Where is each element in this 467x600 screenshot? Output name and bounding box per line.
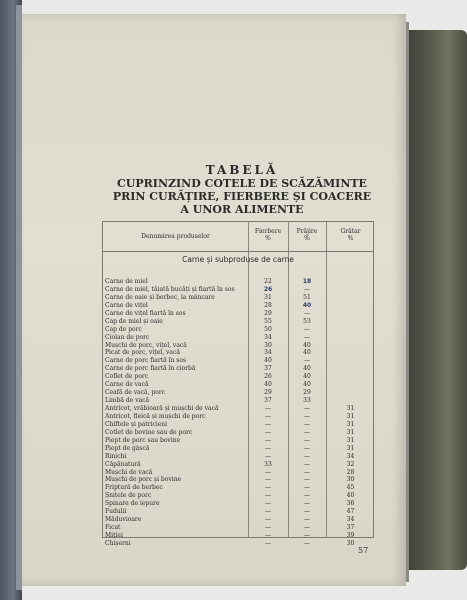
row-fierbere: — <box>265 516 271 524</box>
row-fierbere: — <box>265 524 271 532</box>
row-gratar: 30 <box>346 539 355 547</box>
table-row <box>103 349 373 357</box>
row-prajire: — <box>304 420 310 428</box>
title-line-4: A UNOR ALIMENTE <box>180 203 304 216</box>
header-gratar-unit: % <box>347 235 354 242</box>
row-gratar: 30 <box>346 476 355 484</box>
row-name: Coflet de porc <box>105 373 149 381</box>
table-rows <box>103 278 373 548</box>
row-name: Rinichi <box>105 452 127 460</box>
row-gratar: 31 <box>346 420 355 428</box>
table-row <box>103 278 373 286</box>
table-title <box>92 164 392 216</box>
book-page <box>22 14 406 586</box>
row-gratar: 31 <box>346 405 355 412</box>
row-fierbere: 37 <box>264 397 272 405</box>
row-prajire: — <box>304 309 310 317</box>
row-fierbere: — <box>265 532 271 539</box>
table-row <box>103 381 373 389</box>
title-line-2: CUPRINZIND COTELE DE SCĂZĂMINTE <box>117 177 367 190</box>
table-row <box>103 342 373 350</box>
row-name: Ciolan de porc <box>105 333 150 341</box>
row-name: Carne de porc fiartă în sos <box>105 357 187 365</box>
row-fierbere: — <box>265 500 271 508</box>
table-row <box>103 484 373 492</box>
row-prajire: — <box>304 357 310 365</box>
header-name: Denumirea produselor <box>141 233 210 240</box>
row-name: Măduvioare <box>105 516 142 524</box>
header-prajire <box>288 228 326 242</box>
row-name: Ceafă de vacă, porc <box>105 389 166 397</box>
header-fierbere-label: Fierbere <box>254 228 282 235</box>
table-row <box>103 540 373 548</box>
row-name: Spinare de iepure <box>105 500 160 508</box>
table-row <box>103 500 373 508</box>
row-prajire: 40 <box>303 341 311 349</box>
row-name: Carne de vițel fiartă în sos <box>105 309 186 317</box>
row-gratar: 36 <box>346 500 355 508</box>
row-fierbere: — <box>265 468 271 476</box>
row-fierbere: 50 <box>264 325 272 333</box>
table-row <box>103 461 373 469</box>
row-gratar: 34 <box>346 452 355 460</box>
row-fierbere: 34 <box>264 349 272 357</box>
table-row <box>103 365 373 373</box>
row-gratar: 31 <box>346 428 355 436</box>
table-row <box>103 524 373 532</box>
data-table <box>102 221 374 547</box>
row-prajire: 51 <box>303 293 311 301</box>
row-name: Șnițele de porc <box>105 492 152 500</box>
row-fierbere: — <box>265 508 271 516</box>
header-fierbere-unit: % <box>265 235 271 242</box>
row-fierbere: 26 <box>264 373 272 381</box>
row-prajire: — <box>304 532 310 539</box>
row-fierbere: 29 <box>264 389 272 397</box>
row-name: Cap de miel și oaie <box>105 317 163 325</box>
row-prajire: — <box>304 524 310 532</box>
header-gratar-label: Grătar <box>340 228 361 235</box>
table-row <box>103 310 373 318</box>
row-name: Cotlet de bovine sau de porc <box>105 428 193 436</box>
row-prajire: 40 <box>303 381 311 389</box>
row-fierbere: — <box>265 452 271 460</box>
table-row <box>103 294 373 302</box>
row-fierbere: 31 <box>264 293 272 301</box>
row-prajire: — <box>304 468 310 476</box>
row-name: Cap de porc <box>105 325 142 333</box>
row-gratar: 31 <box>346 412 355 420</box>
row-fierbere: 37 <box>264 365 272 373</box>
row-prajire: — <box>304 484 310 492</box>
row-name: Carne de oaie și berbec, la mâncare <box>105 293 215 301</box>
row-fierbere: 30 <box>264 341 272 349</box>
row-name: Miției <box>105 532 123 539</box>
row-fierbere: — <box>265 428 271 436</box>
table-row <box>103 357 373 365</box>
row-fierbere: — <box>265 539 271 547</box>
row-prajire: 53 <box>303 317 311 325</box>
row-fierbere: — <box>265 412 271 420</box>
header-prajire-label: Prăjire <box>296 228 318 235</box>
row-name: Căpănatură <box>105 460 141 468</box>
row-name: Carne de miel, tăiată bucăți și fiartă în sos <box>105 285 235 293</box>
table-row <box>103 413 373 421</box>
table-row <box>103 373 373 381</box>
row-fierbere: — <box>265 476 271 484</box>
row-fierbere: — <box>265 444 271 452</box>
row-fierbere: — <box>265 484 271 492</box>
row-prajire: — <box>304 492 310 500</box>
title-line-3: PRIN CURĂȚIRE, FIERBERE ȘI COACERE <box>112 190 372 203</box>
row-prajire: 40 <box>303 349 311 357</box>
row-name: Chișerni <box>105 539 131 547</box>
row-prajire: 18 <box>302 278 312 285</box>
row-gratar: 28 <box>346 468 355 476</box>
header-prajire-unit: % <box>304 235 310 242</box>
header-fierbere <box>248 228 288 242</box>
row-name: Carne de vițel <box>105 301 148 309</box>
row-prajire: — <box>304 516 310 524</box>
row-name: Picat de porc, vițel, vacă <box>105 349 180 357</box>
row-name: Ficat <box>105 524 121 532</box>
table-row <box>103 476 373 484</box>
row-fierbere: 40 <box>264 381 272 389</box>
row-fierbere: 55 <box>264 317 272 325</box>
table-row <box>103 516 373 524</box>
row-prajire: — <box>304 539 310 547</box>
row-gratar: 34 <box>346 516 355 524</box>
row-name: Mușchi de porc și bovine <box>105 476 182 484</box>
book-page-stack <box>405 30 467 570</box>
table-row <box>103 405 373 413</box>
row-fierbere: 26 <box>263 285 273 293</box>
row-gratar: 40 <box>346 492 355 500</box>
row-name: Limbă de vacă <box>105 397 150 405</box>
row-name: Piept de porc sau bovine <box>105 436 181 444</box>
row-prajire: 40 <box>303 365 311 373</box>
table-row <box>103 389 373 397</box>
row-name: Mușchi de vacă <box>105 468 153 476</box>
row-prajire: — <box>304 405 310 412</box>
header-gratar <box>326 228 375 242</box>
row-prajire: — <box>304 428 310 436</box>
row-name: Carne de vacă <box>105 381 149 389</box>
table-row <box>103 437 373 445</box>
row-prajire: — <box>304 436 310 444</box>
row-fierbere: 28 <box>264 301 272 309</box>
table-row <box>103 302 373 310</box>
table-row <box>103 326 373 334</box>
table-row <box>103 286 373 294</box>
table-row <box>103 429 373 437</box>
row-prajire: 33 <box>303 397 311 405</box>
row-prajire: — <box>304 476 310 484</box>
row-fierbere: 22 <box>264 278 272 285</box>
row-name: Fudulii <box>105 508 127 516</box>
row-gratar: 31 <box>346 436 355 444</box>
row-gratar: 45 <box>346 484 355 492</box>
section-title: Carne și subproduse de carne <box>182 255 294 264</box>
row-prajire: — <box>304 285 310 293</box>
table-row <box>103 334 373 342</box>
row-fierbere: — <box>265 492 271 500</box>
row-prajire: — <box>304 325 310 333</box>
row-prajire: 40 <box>303 373 311 381</box>
row-fierbere: — <box>265 405 271 412</box>
row-prajire: — <box>304 333 310 341</box>
row-name: Carne de porc fiartă în ciorbă <box>105 365 196 373</box>
table-row <box>103 469 373 477</box>
row-gratar: 31 <box>346 444 355 452</box>
row-name: Piept de gâscă <box>105 444 150 452</box>
table-row <box>103 492 373 500</box>
row-prajire: — <box>304 460 310 468</box>
table-row <box>103 532 373 540</box>
table-row <box>103 318 373 326</box>
row-fierbere: — <box>265 420 271 428</box>
row-fierbere: 29 <box>264 309 272 317</box>
row-prajire: — <box>304 508 310 516</box>
row-prajire: 29 <box>303 389 311 397</box>
title-line-1: TABELĂ <box>205 163 279 177</box>
row-fierbere: 33 <box>264 460 272 468</box>
row-name: Carne de miel <box>105 278 148 285</box>
table-row <box>103 453 373 461</box>
row-name: Mușchi de porc, vițel, vacă <box>105 341 187 349</box>
row-prajire: — <box>304 452 310 460</box>
row-gratar: 37 <box>346 524 355 532</box>
page-number: 57 <box>358 546 369 555</box>
row-fierbere: 34 <box>264 333 272 341</box>
row-prajire: — <box>304 500 310 508</box>
row-name: Antricot, fleică și mușchi de porc <box>105 412 206 420</box>
table-row <box>103 421 373 429</box>
row-name: Antricot, vrăbioară și mușchi de vacă <box>105 405 219 412</box>
row-gratar: 47 <box>346 508 355 516</box>
table-row <box>103 508 373 516</box>
row-name: Chiftele și patricieni <box>105 420 168 428</box>
table-row <box>103 445 373 453</box>
row-prajire: — <box>304 412 310 420</box>
row-fierbere: 40 <box>264 357 272 365</box>
table-row <box>103 397 373 405</box>
row-gratar: 32 <box>346 460 355 468</box>
row-prajire: — <box>304 444 310 452</box>
row-gratar: 39 <box>346 532 355 539</box>
row-fierbere: — <box>265 436 271 444</box>
row-prajire: 40 <box>302 301 312 309</box>
row-name: Friptură de berbec <box>105 484 163 492</box>
table-header <box>103 222 373 252</box>
